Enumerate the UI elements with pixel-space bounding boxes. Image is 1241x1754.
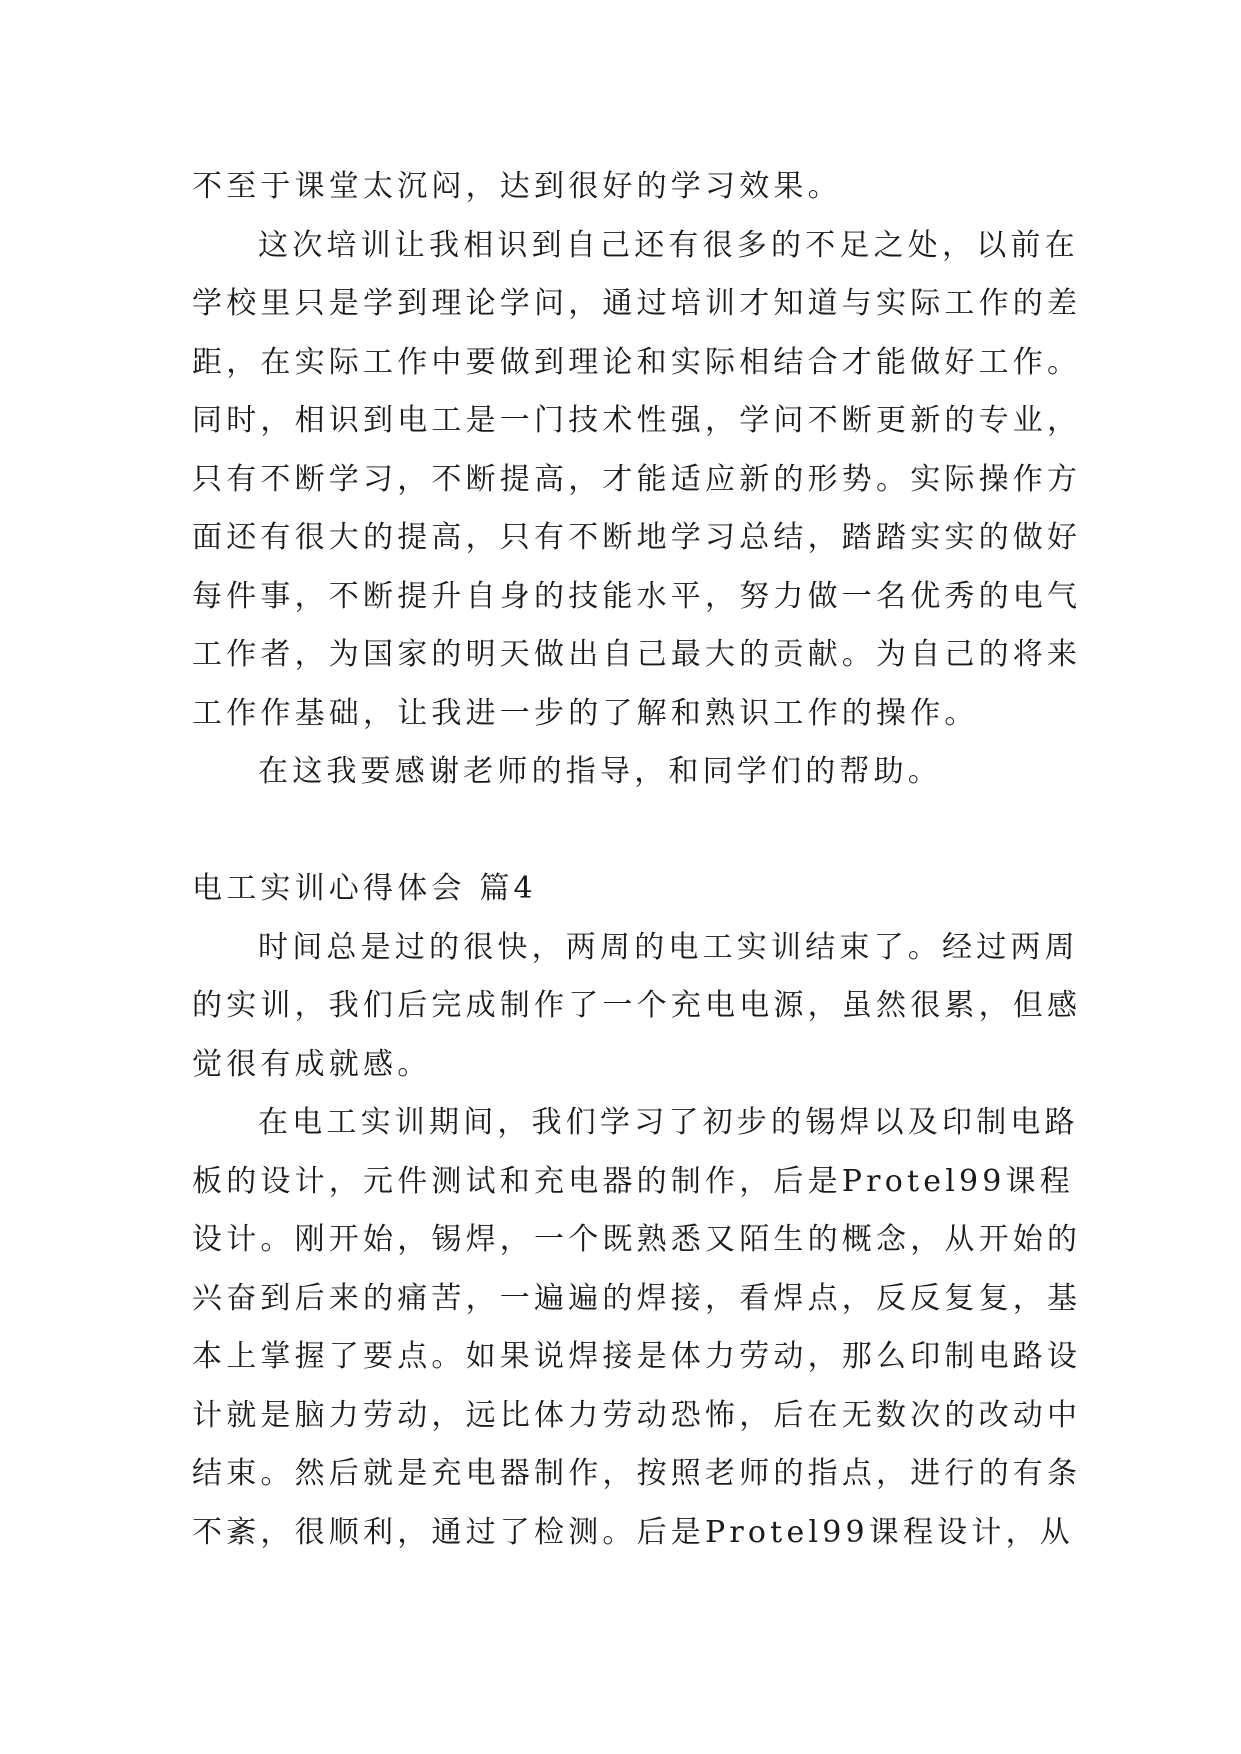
paragraph-line: 不紊，很顺利，通过了检测。后是Protel99课程设计，从 (192, 1514, 1074, 1550)
paragraph-line: 学校里只是学到理论学问，通过培训才知道与实际工作的差 (192, 286, 1082, 321)
paragraph-line: 同时，相识到电工是一门技术性强，学问不断更新的专业， (192, 403, 1082, 438)
paragraph-line: 在这我要感谢老师的指导，和同学们的帮助。 (258, 754, 942, 789)
paragraph-line: 每件事，不断提升自身的技能水平，努力做一名优秀的电气 (192, 578, 1082, 614)
paragraph-line: 设计。刚开始，锡焊，一个既熟悉又陌生的概念，从开始的 (192, 1222, 1082, 1257)
paragraph-line: 只有不断学习，不断提高，才能适应新的形势。实际操作方 (192, 461, 1082, 497)
paragraph-line: 兴奋到后来的痛苦，一遍遍的焊接，看焊点，反反复复，基 (192, 1280, 1082, 1316)
paragraph-line: 的实训，我们后完成制作了一个充电电源，虽然很累，但感 (192, 988, 1082, 1023)
paragraph-line: 不至于课堂太沉闷，达到很好的学习效果。 (192, 169, 842, 204)
paragraph-line: 觉很有成就感。 (192, 1046, 432, 1082)
paragraph-line: 面还有很大的提高，只有不断地学习总结，踏踏实实的做好 (192, 520, 1082, 555)
section-gap (192, 802, 1054, 861)
section-heading: 电工实训心得体会 篇4 (192, 871, 537, 906)
paragraph-line: 工作作基础，让我进一步的了解和熟识工作的操作。 (192, 695, 979, 731)
document-body (192, 158, 1082, 1562)
paragraph-line: 距，在实际工作中要做到理论和实际相结合才能做好工作。 (192, 344, 1082, 380)
paragraph-line: 结束。然后就是充电器制作，按照老师的指点，进行的有条 (192, 1456, 1082, 1491)
paragraph-line: 本上掌握了要点。如果说焊接是体力劳动，那么印制电路设 (192, 1339, 1082, 1374)
paragraph-line: 时间总是过的很快，两周的电工实训结束了。经过两周 (258, 929, 1079, 965)
paragraph-line: 在电工实训期间，我们学习了初步的锡焊以及印制电路 (258, 1105, 1079, 1140)
paragraph-line: 计就是脑力劳动，远比体力劳动恐怖，后在无数次的改动中 (192, 1397, 1082, 1433)
paragraph-line: 这次培训让我相识到自己还有很多的不足之处，以前在 (258, 227, 1079, 263)
paragraph-line: 工作者，为国家的明天做出自己最大的贡献。为自己的将来 (192, 637, 1082, 672)
paragraph-line: 板的设计，元件测试和充电器的制作，后是Protel99课程 (192, 1163, 1074, 1199)
